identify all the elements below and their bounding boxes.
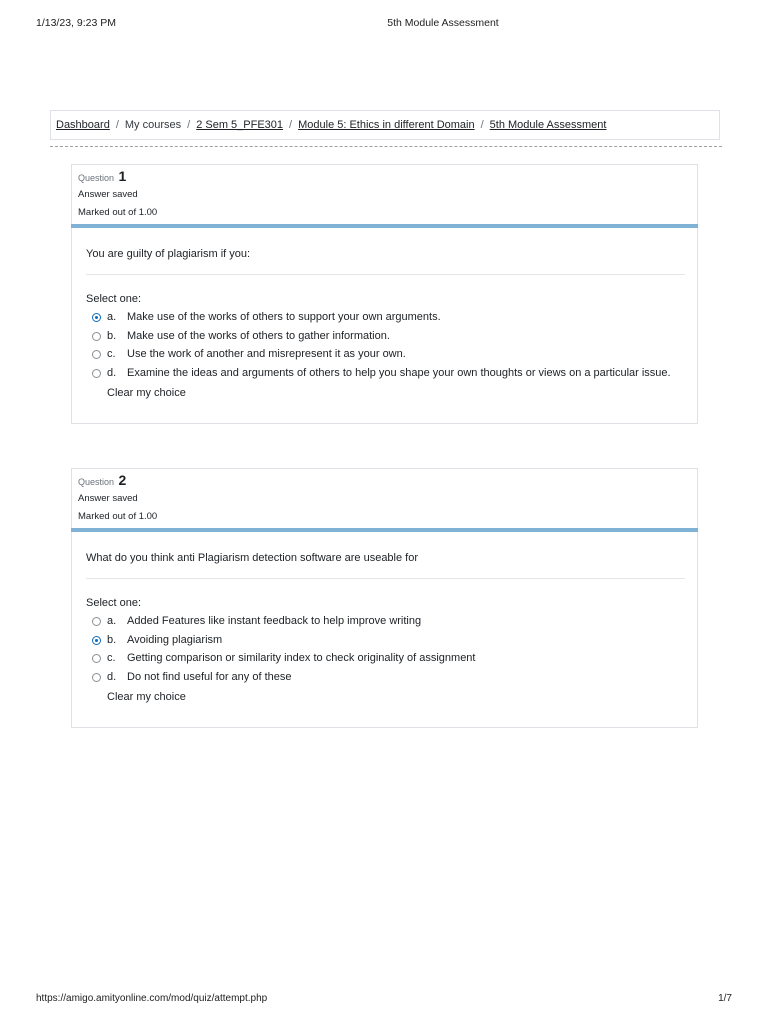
radio-button-selected[interactable] bbox=[92, 636, 101, 645]
page-number: 1/7 bbox=[718, 993, 732, 1004]
option-letter: c. bbox=[107, 652, 116, 664]
breadcrumb-module[interactable]: Module 5: Ethics in different Domain bbox=[298, 119, 475, 131]
option-letter: a. bbox=[107, 311, 117, 323]
radio-button[interactable] bbox=[92, 617, 101, 626]
radio-button-selected[interactable] bbox=[92, 313, 101, 322]
breadcrumb-separator: / bbox=[480, 119, 484, 131]
breadcrumb-container bbox=[50, 110, 720, 140]
option-text[interactable]: Added Features like instant feedback to help improve writing bbox=[127, 615, 422, 627]
option-letter: a. bbox=[107, 615, 117, 627]
question-grade: Marked out of 1.00 bbox=[78, 511, 158, 522]
option-letter: b. bbox=[107, 330, 117, 342]
question-divider bbox=[86, 274, 685, 275]
option-text[interactable]: Examine the ideas and arguments of others to help you shape your own thoughts or views on a particular issue. bbox=[127, 367, 671, 379]
question-text: What do you think anti Plagiarism detection software are useable for bbox=[86, 552, 419, 564]
dashed-divider bbox=[50, 146, 722, 147]
clear-choice-link[interactable]: Clear my choice bbox=[107, 691, 186, 703]
option-letter: d. bbox=[107, 671, 117, 683]
breadcrumb-my-courses[interactable]: My courses bbox=[124, 119, 182, 131]
question-label: Question bbox=[78, 477, 115, 487]
breadcrumb-separator: / bbox=[289, 119, 293, 131]
radio-button[interactable] bbox=[92, 350, 101, 359]
question-info bbox=[71, 468, 698, 528]
question-state: Answer saved bbox=[78, 189, 138, 200]
question-grade: Marked out of 1.00 bbox=[78, 207, 158, 218]
question-number: 1 bbox=[118, 168, 127, 184]
print-title: 5th Module Assessment bbox=[387, 17, 499, 29]
radio-button[interactable] bbox=[92, 332, 101, 341]
option-text[interactable]: Avoiding plagiarism bbox=[127, 634, 223, 646]
option-text[interactable]: Make use of the works of others to support your own arguments. bbox=[127, 311, 441, 323]
option-letter: d. bbox=[107, 367, 117, 379]
question-state: Answer saved bbox=[78, 493, 138, 504]
page-url: https://amigo.amityonline.com/mod/quiz/attempt.php bbox=[36, 993, 268, 1004]
question-info bbox=[71, 164, 698, 224]
question-content bbox=[71, 228, 698, 424]
question-label: Question bbox=[78, 173, 115, 183]
question-number: 2 bbox=[118, 472, 127, 488]
print-date: 1/13/23, 9:23 PM bbox=[36, 17, 116, 29]
radio-button[interactable] bbox=[92, 673, 101, 682]
radio-button[interactable] bbox=[92, 369, 101, 378]
option-letter: b. bbox=[107, 634, 117, 646]
breadcrumb-separator: / bbox=[115, 119, 119, 131]
select-one-prompt: Select one: bbox=[86, 293, 142, 305]
breadcrumb-assessment[interactable]: 5th Module Assessment bbox=[489, 119, 607, 131]
option-text[interactable]: Getting comparison or similarity index to check originality of assignment bbox=[127, 652, 476, 664]
question-1 bbox=[71, 164, 698, 424]
breadcrumb-dashboard[interactable]: Dashboard bbox=[56, 119, 110, 131]
print-header bbox=[0, 17, 768, 31]
select-one-prompt: Select one: bbox=[86, 597, 142, 609]
radio-button[interactable] bbox=[92, 654, 101, 663]
option-text[interactable]: Do not find useful for any of these bbox=[127, 671, 292, 683]
option-letter: c. bbox=[107, 348, 116, 360]
breadcrumb-course[interactable]: 2 Sem 5_PFE301 bbox=[196, 119, 284, 131]
question-2 bbox=[71, 468, 698, 728]
question-content bbox=[71, 532, 698, 728]
question-text: You are guilty of plagiarism if you: bbox=[86, 248, 251, 260]
question-divider bbox=[86, 578, 685, 579]
breadcrumb bbox=[56, 119, 606, 131]
option-text[interactable]: Use the work of another and misrepresent it as your own. bbox=[127, 348, 406, 360]
option-text[interactable]: Make use of the works of others to gather information. bbox=[127, 330, 390, 342]
breadcrumb-separator: / bbox=[187, 119, 191, 131]
clear-choice-link[interactable]: Clear my choice bbox=[107, 387, 186, 399]
